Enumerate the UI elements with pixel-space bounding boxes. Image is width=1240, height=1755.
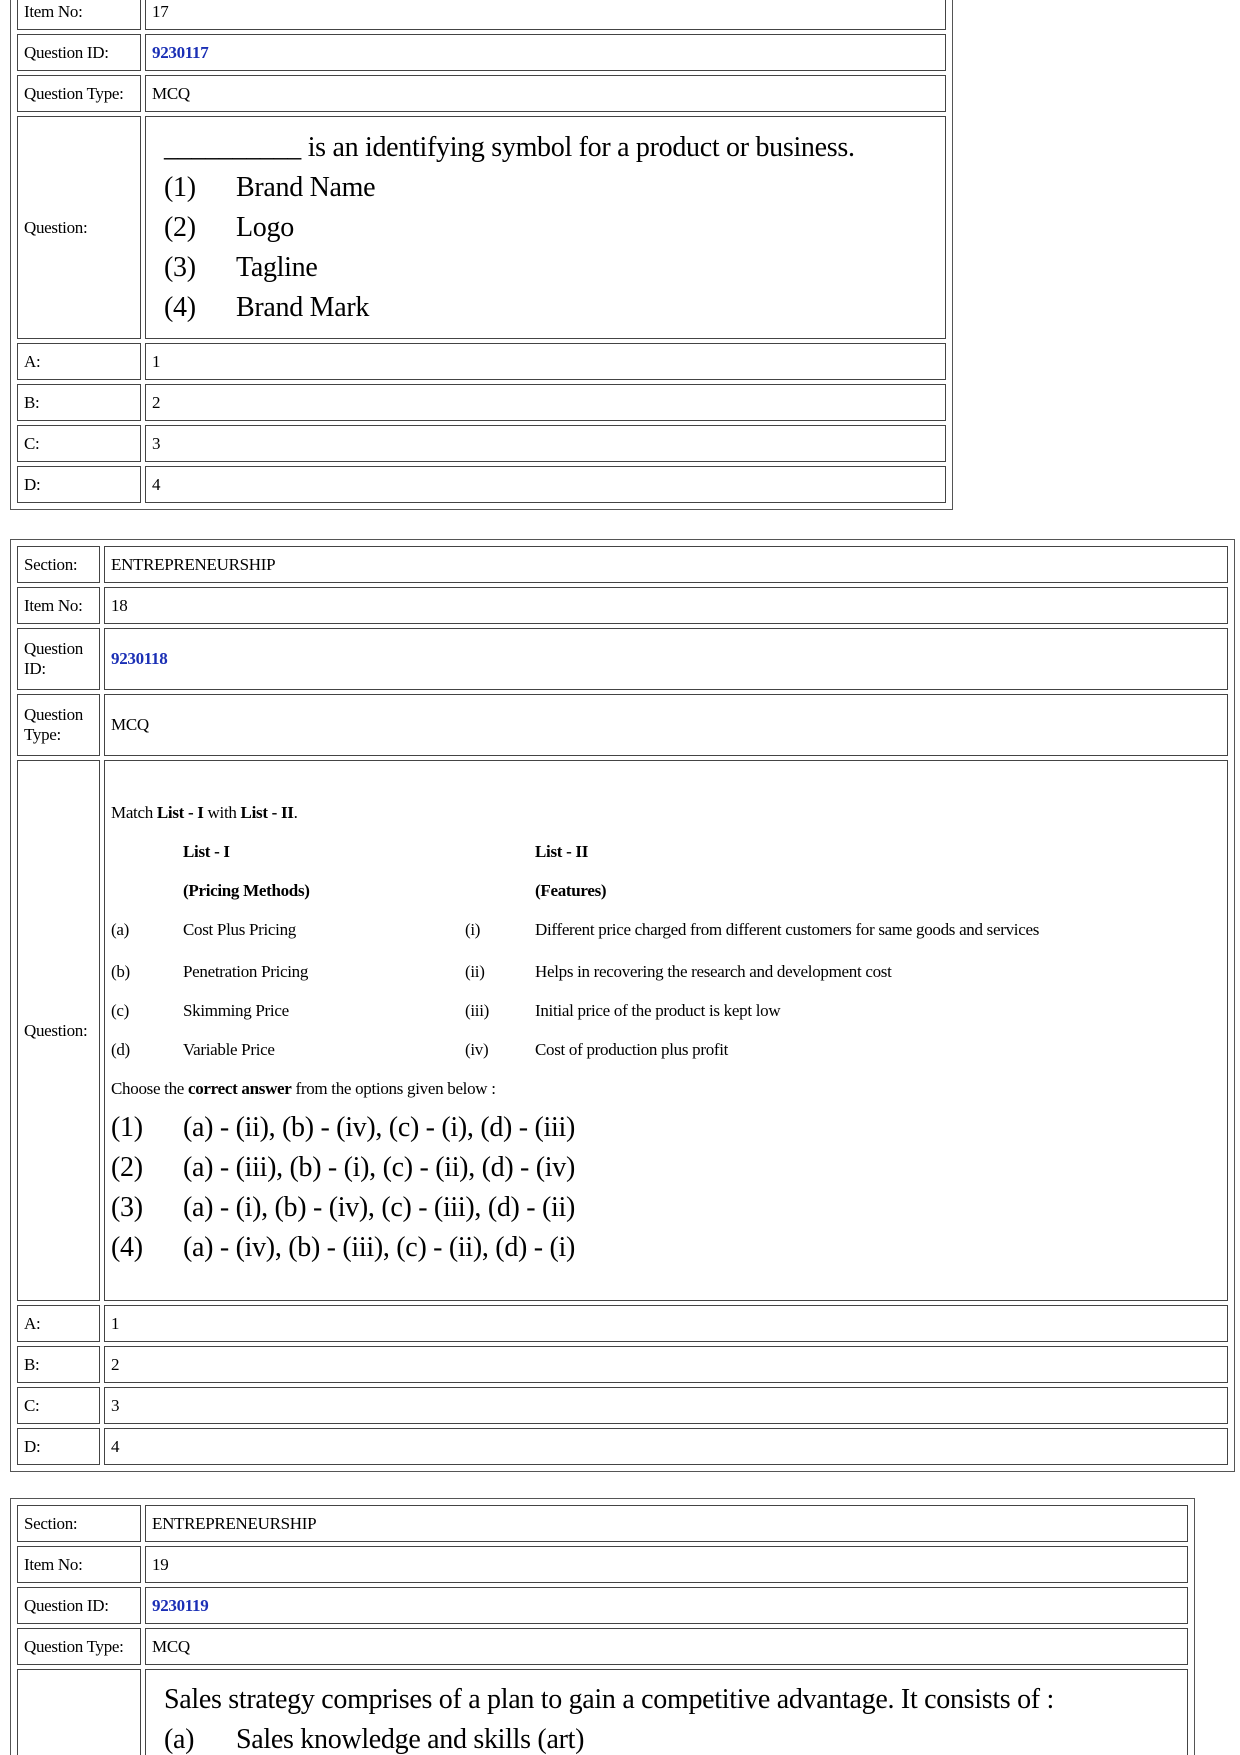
item-no-label: Item No: (17, 1546, 141, 1583)
question-body (145, 116, 946, 339)
row-d-item: Variable Price (183, 1040, 275, 1059)
question-17-table (10, 0, 953, 510)
option-3: (3) (a) - (i), (b) - (iv), (c) - (iii), (d) - (ii) (111, 1192, 575, 1223)
row-ii-label: (ii) (465, 962, 485, 981)
answer-a-value: 1 (104, 1305, 1228, 1342)
question-id-value: 9230118 (104, 628, 1228, 690)
question-type-label: Question Type: (17, 75, 141, 112)
question-19-clip (0, 1490, 1240, 1755)
answer-b-label: B: (17, 1346, 100, 1383)
option-2: (2) (a) - (iii), (b) - (i), (c) - (ii), (d) - (iv) (111, 1152, 575, 1183)
row-iii-feature: Initial price of the product is kept low (535, 1001, 781, 1020)
answer-d-value: 4 (104, 1428, 1228, 1465)
row-c-label: (c) (111, 1001, 129, 1020)
answer-b-value: 2 (104, 1346, 1228, 1383)
list1-subheader: (Pricing Methods) (183, 881, 310, 900)
question-18-table (10, 539, 1235, 1472)
option-4: (4) Brand Mark (164, 291, 370, 323)
list2-header: List - II (535, 842, 589, 861)
question-id-label: Question ID: (17, 1587, 141, 1624)
question-type-value: MCQ (145, 1628, 1188, 1665)
question-id-value: 9230119 (145, 1587, 1188, 1624)
row-d-label: (d) (111, 1040, 130, 1059)
answer-d-label: D: (17, 466, 141, 503)
item-no-value: 18 (104, 587, 1228, 624)
question-id-value: 9230117 (145, 34, 946, 71)
answer-b-label: B: (17, 384, 141, 421)
question-label: Question: (17, 116, 141, 339)
list2-subheader: (Features) (535, 881, 607, 900)
row-b-label: (b) (111, 962, 130, 981)
answer-c-value: 3 (104, 1387, 1228, 1424)
row-i-feature: Different price charged from different customers for same goods and services (535, 920, 1040, 939)
section-value: ENTREPRENEURSHIP (145, 1505, 1188, 1542)
question-body (145, 1669, 1188, 1755)
item-no-value: 19 (145, 1546, 1188, 1583)
option-2: (2) Logo (164, 211, 294, 243)
row-i-label: (i) (465, 920, 481, 939)
row-a-label: (a) (111, 920, 129, 939)
answer-b-value: 2 (145, 384, 946, 421)
match-intro: Match List - I with List - II. (111, 803, 298, 822)
question-type-value: MCQ (104, 694, 1228, 756)
question-type-label: Question Type: (17, 694, 100, 756)
question-label-cell (17, 1669, 141, 1755)
row-ii-feature: Helps in recovering the research and development cost (535, 962, 892, 981)
answer-a-value: 1 (145, 343, 946, 380)
question-label: Question: (17, 760, 100, 1301)
question-type-label: Question Type: (17, 1628, 141, 1665)
choose-instruction: Choose the correct answer from the options given below : (111, 1079, 496, 1098)
question-id-label: Question ID: (17, 34, 141, 71)
section-label: Section: (17, 546, 100, 583)
option-3: (3) Tagline (164, 251, 318, 283)
section-value: ENTREPRENEURSHIP (104, 546, 1228, 583)
item-no-value: 17 (145, 0, 946, 30)
question-type-value: MCQ (145, 75, 946, 112)
match-list-grid (111, 832, 1221, 1069)
question-stem: __________ is an identifying symbol for a product or business. (164, 131, 855, 163)
item-no-label: Item No: (17, 0, 141, 30)
row-a-item: Cost Plus Pricing (183, 920, 296, 939)
answer-c-label: C: (17, 1387, 100, 1424)
option-4: (4) (a) - (iv), (b) - (iii), (c) - (ii), (d) - (i) (111, 1232, 575, 1263)
row-iv-feature: Cost of production plus profit (535, 1040, 729, 1059)
answer-c-value: 3 (145, 425, 946, 462)
question-id-label: Question ID: (17, 628, 100, 690)
question-19-table (10, 1498, 1195, 1755)
list-item-a: (a) Sales knowledge and skills (art) (164, 1724, 585, 1755)
row-iv-label: (iv) (465, 1040, 489, 1059)
row-c-item: Skimming Price (183, 1001, 289, 1020)
option-1: (1) Brand Name (164, 171, 376, 203)
row-iii-label: (iii) (465, 1001, 489, 1020)
item-no-label: Item No: (17, 587, 100, 624)
list1-header: List - I (183, 842, 230, 861)
section-label: Section: (17, 1505, 141, 1542)
answer-c-label: C: (17, 425, 141, 462)
question-stem: Sales strategy comprises of a plan to gain a competitive advantage. It consists of : (164, 1684, 1054, 1715)
answer-a-label: A: (17, 1305, 100, 1342)
option-1: (1) (a) - (ii), (b) - (iv), (c) - (i), (d) - (iii) (111, 1112, 575, 1143)
answer-a-label: A: (17, 343, 141, 380)
answer-d-label: D: (17, 1428, 100, 1465)
row-b-item: Penetration Pricing (183, 962, 309, 981)
question-body (104, 760, 1228, 1301)
answer-d-value: 4 (145, 466, 946, 503)
